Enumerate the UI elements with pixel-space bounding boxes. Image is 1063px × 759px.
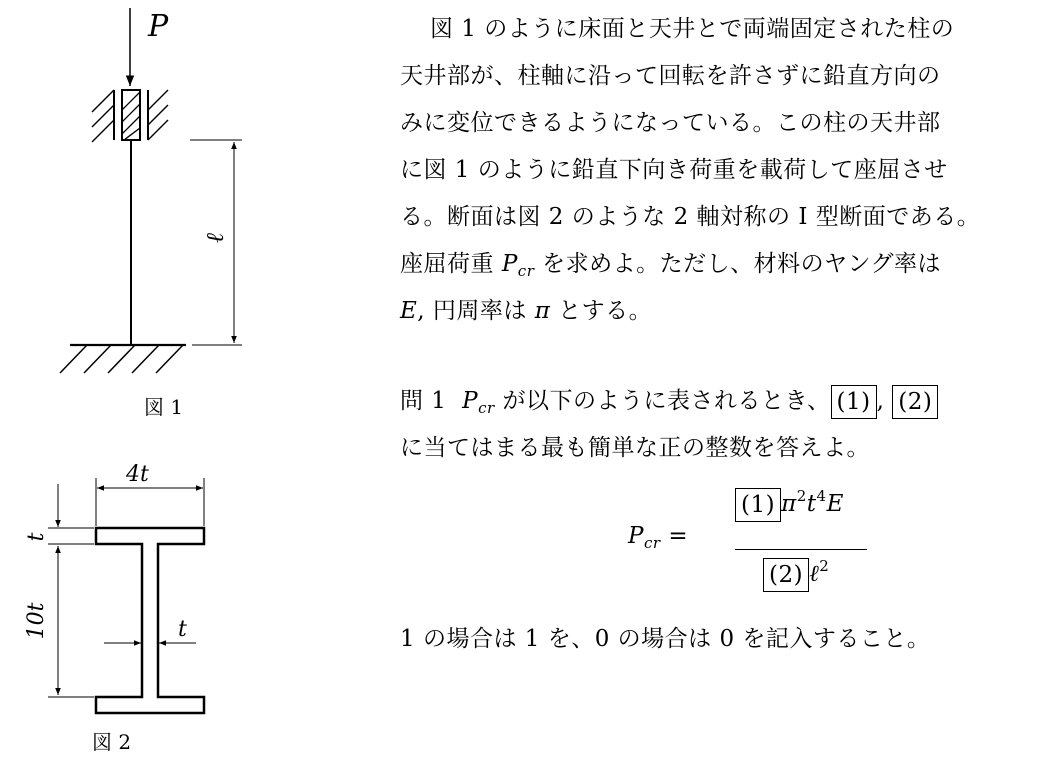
problem-line: E, 円周率は π とする。: [400, 298, 653, 324]
answer-box-1: (1): [831, 385, 877, 419]
answer-note: 1 の場合は 1 を、0 の場合は 0 を記入すること。: [400, 626, 931, 652]
problem-line: 図 1 のように床面と天井とで両端固定された柱の: [430, 16, 955, 42]
web-height-label: 10t: [24, 602, 49, 640]
problem-line: 座屈荷重 $P_{cr}$ を求めよ。ただし、材料のヤング率は: [400, 251, 941, 280]
figure-1-caption: 図 1: [144, 395, 184, 419]
answer-box-2: (2): [892, 385, 938, 419]
flange-thickness-dimension: [24, 484, 94, 544]
flange-width-label: 4t: [126, 462, 149, 487]
flange-thickness-label: t: [24, 532, 49, 542]
length-dimension: [190, 140, 242, 345]
problem-line: 天井部が、柱軸に沿って回転を許さずに鉛直方向の: [400, 63, 941, 89]
question-1-line-1: 問 1 $P_{cr}$ が以下のように表されるとき、 (1) , (2): [400, 378, 938, 425]
fixed-base-support: [60, 345, 186, 373]
load-label: P: [148, 9, 169, 44]
top-guided-support: [92, 90, 168, 142]
formula-denominator: (2) ℓ$^2$: [763, 558, 829, 592]
figure-1: [60, 8, 242, 419]
problem-line: みに変位できるようになっている。この柱の天井部: [400, 110, 941, 136]
i-section-outline: [96, 528, 204, 713]
question-1: [400, 378, 938, 472]
problem-text: [400, 6, 1055, 652]
flange-width-dimension: [96, 462, 204, 526]
web-thickness-label: t: [178, 617, 187, 642]
web-thickness-dimension: [104, 617, 196, 643]
denominator-answer-box: (2): [763, 558, 809, 592]
question-1-label: 問 1: [400, 388, 447, 414]
numerator-answer-box: (1): [735, 488, 781, 522]
figures-diagram: [0, 0, 400, 759]
figure-2-caption: 図 2: [92, 730, 132, 754]
formula-numerator: (1) $\pi^2t^4E$: [735, 488, 844, 522]
web-height-dimension: [24, 546, 94, 697]
formula-lhs: $P_{cr}$ =: [628, 523, 689, 552]
question-1-line-2: に当てはまる最も簡単な正の整数を答えよ。: [400, 435, 870, 461]
fraction-bar: [735, 549, 867, 550]
length-label: ℓ: [201, 233, 229, 243]
problem-line: に図 1 のように鉛直下向き荷重を載荷して座屈させ: [400, 157, 948, 183]
problem-line: る。断面は図 2 のような 2 軸対称の I 型断面である。: [400, 204, 981, 230]
figure-2: [24, 462, 204, 754]
